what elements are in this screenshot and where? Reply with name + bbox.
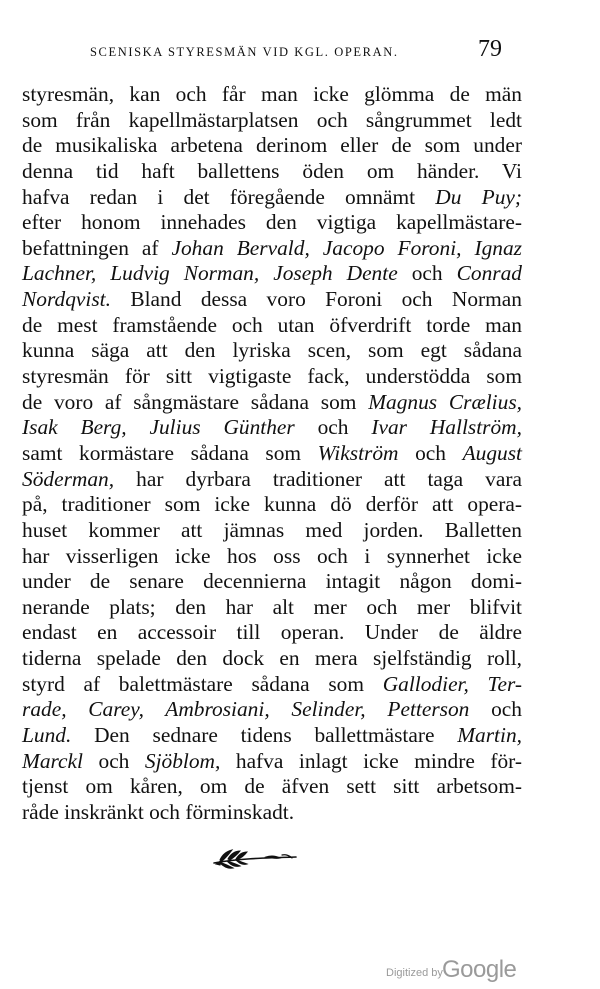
text-line	[22, 159, 522, 185]
text-run: hafva redan i det föregående omnämt	[22, 184, 436, 209]
google-logo: Google	[442, 956, 517, 983]
text-run: och	[469, 697, 522, 722]
text-line	[22, 261, 522, 287]
text-line	[22, 569, 522, 595]
italic-name: Johan Bervald, Jacopo Foroni, Ignaz	[171, 235, 522, 260]
italic-name: Söderman,	[22, 466, 115, 491]
text-line	[22, 108, 522, 134]
text-run: de mest framstående och utan öfverdrift torde man	[22, 312, 522, 337]
italic-name: Nordqvist.	[22, 287, 111, 312]
italic-name: Isak Berg, Julius Günther	[22, 415, 295, 440]
italic-name: Lachner, Ludvig Norman, Joseph Dente	[22, 261, 398, 286]
text-run: denna tid haft ballettens öden om händer. Vi	[22, 158, 522, 183]
text-run: tiderna spelade den dock en mera sjelfständig roll,	[22, 646, 522, 671]
text-run: styresmän, kan och får man icke glömma de män	[22, 82, 522, 106]
text-run: huset kommer att jämnas med jorden. Balletten	[22, 517, 522, 542]
text-line	[22, 185, 522, 211]
text-run: de voro af sångmästare sådana som	[22, 389, 369, 414]
digitized-label: Digitized by	[386, 967, 443, 979]
italic-name: August	[462, 440, 522, 465]
text-run: råde inskränkt och förminskadt.	[22, 799, 295, 824]
text-line	[22, 210, 522, 236]
text-run: efter honom innehades den vigtiga kapellmästare-	[22, 210, 522, 235]
italic-name: Marckl	[22, 748, 83, 773]
text-run: tjenst om kåren, om de äfven sett sitt arbetsom-	[22, 774, 522, 799]
digitized-watermark	[386, 956, 586, 986]
page-number: 79	[478, 36, 502, 62]
text-run: och	[397, 261, 457, 286]
italic-name: rade, Carey, Ambrosiani, Selinder, Petterson	[22, 697, 470, 722]
italic-name: Lund.	[22, 723, 72, 748]
text-line	[22, 672, 522, 698]
text-line	[22, 800, 522, 826]
text-line	[22, 441, 522, 467]
text-run: nerande plats; den har alt mer och mer blifvit	[22, 594, 522, 619]
text-run: och	[398, 440, 463, 465]
text-run: kunna säga att den lyriska scen, som egt sådana	[22, 338, 522, 363]
body-text	[22, 82, 522, 826]
text-run: som från kapellmästarplatsen och sångrummet ledt	[22, 107, 522, 132]
text-run: och	[294, 415, 372, 440]
running-title: SCENISKA STYRESMÄN VID KGL. OPERAN.	[90, 45, 399, 59]
text-run: Bland dessa voro Foroni och Norman	[110, 287, 522, 312]
italic-name: Gallodier, Ter-	[382, 671, 522, 696]
italic-name: Magnus Crælius,	[368, 389, 522, 414]
text-line	[22, 518, 522, 544]
leaf-sprig-icon	[210, 846, 302, 872]
text-line	[22, 697, 522, 723]
text-run: har dyrbara traditioner att taga vara	[114, 466, 522, 491]
ornament-drawing	[210, 846, 302, 872]
text-line	[22, 595, 522, 621]
text-run: har visserligen icke hos oss och i synnerhet icke	[22, 543, 522, 568]
text-run: de musikaliska arbetena derinom eller de som under	[22, 133, 522, 158]
text-line	[22, 723, 522, 749]
text-line	[22, 236, 522, 262]
text-line	[22, 774, 522, 800]
italic-name: Ivar Hallström,	[371, 415, 522, 440]
text-line	[22, 287, 522, 313]
italic-name: Martin,	[457, 723, 522, 748]
text-run: befattningen af	[22, 235, 172, 260]
text-line	[22, 82, 522, 108]
italic-name: Conrad	[456, 261, 522, 286]
italic-name: Sjöblom,	[144, 748, 221, 773]
italic-name: Du Puy;	[435, 184, 523, 209]
text-line	[22, 544, 522, 570]
text-line	[22, 338, 522, 364]
text-line	[22, 492, 522, 518]
text-line	[22, 313, 522, 339]
text-line	[22, 133, 522, 159]
text-run: Den sednare tidens ballettmästare	[71, 723, 458, 748]
text-run: på, traditioner som icke kunna dö derför att opera-	[22, 492, 522, 517]
text-line	[22, 749, 522, 775]
text-line	[22, 646, 522, 672]
italic-name: Wikström	[317, 440, 399, 465]
text-line	[22, 364, 522, 390]
text-run: endast en accessoir till operan. Under de äldre	[22, 620, 522, 645]
text-run: hafva inlagt icke mindre för-	[220, 748, 522, 773]
text-line	[22, 390, 522, 416]
running-head	[22, 36, 522, 68]
text-line	[22, 415, 522, 441]
text-run: styrd af balettmästare sådana som	[22, 671, 383, 696]
text-run: under de senare decennierna intagit någon domi-	[22, 569, 522, 594]
text-run: styresmän för sitt vigtigaste fack, understödda som	[22, 364, 522, 389]
text-line	[22, 620, 522, 646]
text-run: samt kormästare sådana som	[22, 440, 318, 465]
text-line	[22, 467, 522, 493]
text-run: och	[82, 748, 145, 773]
